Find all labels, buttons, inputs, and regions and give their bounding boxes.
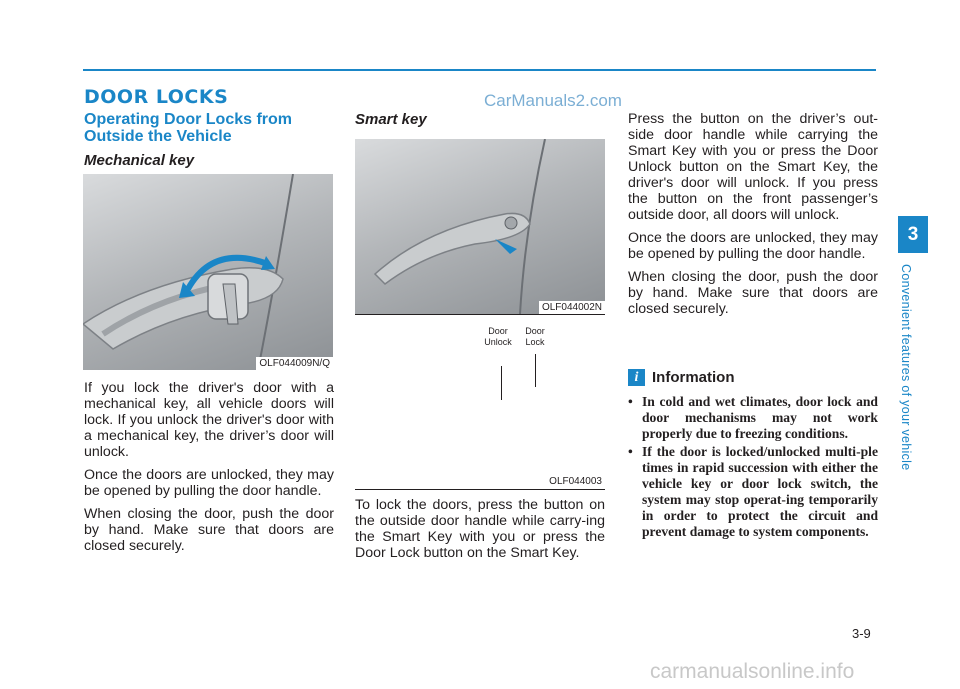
subhead-outside-locks: Operating Door Locks from Outside the Vehicle: [84, 111, 293, 145]
right-paragraph-1: Press the button on the driver’s out-side door handle while carrying the Smart Key with you or press the Door Unlock button on the Smart Key, the driver's door will unlock. If you press the button on the front passenger’s outside door, all doors will unlock.: [628, 111, 878, 223]
left-paragraph-3: When closing the door, push the door by hand. Make sure that doors are closed securely.: [84, 506, 334, 554]
left-paragraph-1: If you lock the driver's door with a mechanical key, all vehicle doors will lock. If you unlock the driver's door with a mechanical key, the driver’s door will unlock.: [84, 380, 334, 460]
information-bullet-1: • In cold and wet climates, door lock and door mechanisms may not work properly due to freezing conditions.: [628, 394, 878, 442]
information-icon: i: [628, 369, 645, 386]
smart-handle-illustration: [355, 139, 605, 314]
figure-code-smart-handle: OLF044002N: [539, 301, 605, 314]
page-number: 3-9: [852, 626, 871, 641]
top-rule: [83, 69, 876, 71]
right-paragraph-3: When closing the door, push the door by hand. Make sure that doors are closed securely.: [628, 269, 878, 317]
door-lock-label: Door Lock: [525, 326, 545, 347]
watermark-top[interactable]: CarManuals2.com: [484, 91, 622, 110]
middle-body: [355, 497, 605, 568]
smart-key-fob-figure: [355, 314, 605, 490]
right-body: [628, 111, 878, 324]
subsubhead-smart-key: Smart key: [355, 111, 427, 128]
watermark-bottom[interactable]: carmanualsonline.info: [650, 660, 855, 683]
information-title: Information: [652, 369, 735, 386]
information-list: [628, 394, 878, 542]
unlock-leader-line: [501, 366, 502, 400]
left-body: [84, 380, 334, 561]
section-title: DOOR LOCKS: [84, 86, 229, 108]
information-bullet-2: • If the door is locked/unlocked multi-ple times in rapid succession with either the vehicle key or door lock switch, the system may stop operat-ing temporarily in order to protect the circuit and prevent damage to system components.: [628, 444, 878, 540]
figure-divider: [355, 314, 605, 315]
lock-leader-line: [535, 354, 536, 387]
press-arrow-icon: [495, 239, 517, 254]
door-handle-illustration: [83, 174, 333, 370]
subsubhead-mechanical-key: Mechanical key: [84, 152, 195, 169]
left-paragraph-2: Once the doors are unlocked, they may be opened by pulling the door handle.: [84, 467, 334, 499]
figure-code-smart-fob: OLF044003: [546, 475, 605, 488]
smart-key-handle-figure: [355, 139, 605, 314]
right-paragraph-2: Once the doors are unlocked, they may be opened by pulling the door handle.: [628, 230, 878, 262]
figure-code-mechanical: OLF044009N/Q: [256, 357, 333, 370]
chapter-title: Convenient features of your vehicle: [899, 264, 913, 471]
chapter-tab: 3: [898, 216, 928, 253]
door-unlock-label: Door Unlock: [484, 326, 512, 347]
figure-divider-bottom: [355, 489, 605, 490]
middle-paragraph: To lock the doors, press the button on the outside door handle while carry-ing the Smart Key with you or press the Door Lock button on the Smart Key.: [355, 497, 605, 561]
mechanical-key-figure: [83, 174, 333, 370]
chapter-title-vertical: [901, 264, 925, 494]
